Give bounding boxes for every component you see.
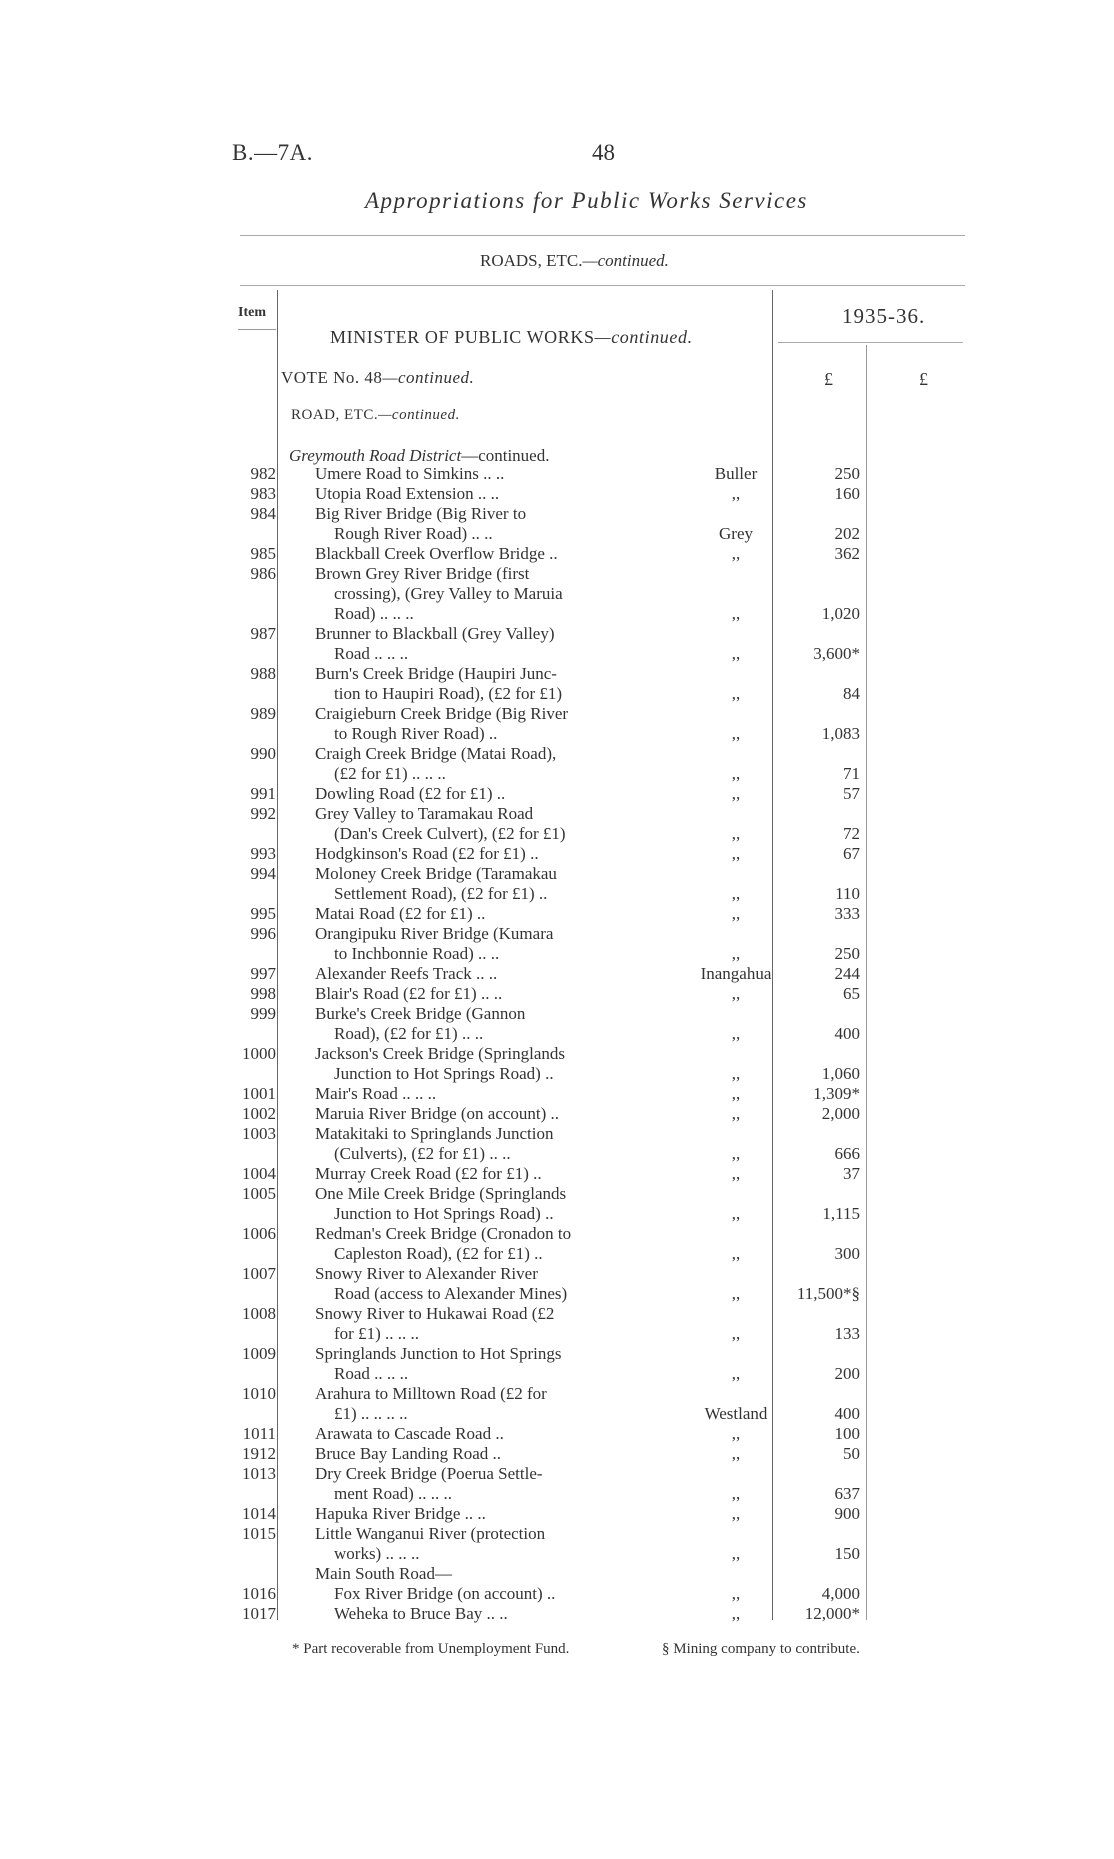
row-amount: 362 (834, 544, 860, 563)
row-description-line: Road (access to Alexander Mines) (334, 1284, 568, 1303)
district-continued: —continued. (461, 446, 550, 465)
row-description-line: Murray Creek Road (£2 for £1) .. (315, 1164, 542, 1183)
minister-heading (330, 327, 693, 348)
row-description-line: Main South Road— (315, 1564, 452, 1583)
row-description-line: Road .. .. .. (334, 644, 409, 663)
row-district: ,, (731, 1064, 741, 1083)
row-item-number: 993 (250, 844, 276, 863)
row-item-number: 1005 (242, 1184, 276, 1203)
row-amount: 160 (834, 484, 860, 503)
row-district: ,, (731, 604, 741, 623)
row-item-number: 1011 (242, 1424, 276, 1443)
page-title: Appropriations for Public Works Services (365, 188, 808, 213)
district-heading (289, 446, 549, 466)
vote-continued: —continued. (382, 368, 475, 387)
item-column-divider (277, 290, 278, 1620)
row-description-line: £1) .. .. .. .. (334, 1404, 408, 1423)
document-code: B.—7A. (232, 140, 313, 165)
row-district: ,, (731, 1584, 741, 1603)
row-district: Buller (714, 464, 758, 483)
row-item-number: 1009 (242, 1344, 276, 1363)
row-district: ,, (731, 484, 741, 503)
row-district: Grey (719, 524, 753, 543)
row-description-line: Hodgkinson's Road (£2 for £1) .. (315, 844, 539, 863)
road-subheading (291, 407, 460, 424)
row-description-line: to Inchbonnie Road) .. .. (334, 944, 500, 963)
row-district: ,, (731, 1484, 741, 1503)
row-description-line: works) .. .. .. (334, 1544, 420, 1563)
row-amount: 57 (843, 784, 860, 803)
row-description-line: Moloney Creek Bridge (Taramakau (315, 864, 557, 883)
row-description-line: One Mile Creek Bridge (Springlands (315, 1184, 567, 1203)
table-top-rule (240, 285, 965, 286)
row-description-line: Hapuka River Bridge .. .. (315, 1504, 486, 1523)
row-amount: 900 (834, 1504, 860, 1523)
row-description-line: Umere Road to Simkins .. .. (315, 464, 505, 483)
row-description-line: Settlement Road), (£2 for £1) .. (334, 884, 548, 903)
item-column-header: Item (238, 305, 266, 320)
row-description-line: Big River Bridge (Big River to (315, 504, 527, 523)
row-item-number: 1016 (242, 1584, 276, 1603)
row-description-line: crossing), (Grey Valley to Maruia (334, 584, 563, 603)
row-description-line: tion to Haupiri Road), (£2 for £1) (334, 684, 563, 703)
row-district: ,, (731, 1544, 741, 1563)
row-description-line: Junction to Hot Springs Road) .. (334, 1204, 554, 1223)
row-district: ,, (731, 1244, 741, 1263)
row-amount: 12,000* (804, 1604, 860, 1623)
section-subtitle (480, 251, 669, 271)
currency-symbol-2: £ (919, 369, 928, 389)
row-description-line: Road .. .. .. (334, 1364, 409, 1383)
row-district: ,, (731, 884, 741, 903)
row-description-line: (£2 for £1) .. .. .. (334, 764, 446, 783)
row-description-line: Matakitaki to Springlands Junction (315, 1124, 554, 1143)
row-amount: 202 (834, 524, 860, 543)
row-description-line: Snowy River to Alexander River (315, 1264, 538, 1283)
row-description-line: Utopia Road Extension .. .. (315, 484, 500, 503)
road-main: ROAD, ETC. (291, 407, 379, 423)
row-district: ,, (731, 544, 741, 563)
row-description-line: Orangipuku River Bridge (Kumara (315, 924, 554, 943)
row-description-line: Brown Grey River Bridge (first (315, 564, 530, 583)
row-item-number: 1003 (242, 1124, 276, 1143)
row-description-line: Fox River Bridge (on account) .. (334, 1584, 556, 1603)
row-amount: 2,000 (821, 1104, 860, 1123)
year-heading: 1935-36. (842, 304, 926, 328)
minister-main: MINISTER OF PUBLIC WORKS (330, 327, 595, 347)
row-item-number: 1013 (242, 1464, 276, 1483)
row-item-number: 1004 (242, 1164, 276, 1183)
row-description-line: ment Road) .. .. .. (334, 1484, 453, 1503)
row-description-line: Rough River Road) .. .. (334, 524, 493, 543)
row-district: ,, (731, 944, 741, 963)
row-item-number: 997 (250, 964, 276, 983)
row-item-number: 983 (250, 484, 276, 503)
row-district: ,, (731, 1504, 741, 1523)
row-amount: 84 (843, 684, 860, 703)
row-district: ,, (731, 784, 741, 803)
row-amount: 1,309* (813, 1084, 860, 1103)
row-description-line: Matai Road (£2 for £1) .. (315, 904, 486, 923)
row-description-line: Weheka to Bruce Bay .. .. (334, 1604, 508, 1623)
row-item-number: 992 (250, 804, 276, 823)
row-description-line: Craigh Creek Bridge (Matai Road), (315, 744, 557, 763)
year-rule (778, 342, 963, 343)
row-item-number: 998 (250, 984, 276, 1003)
row-district: ,, (731, 1364, 741, 1383)
row-district: ,, (731, 684, 741, 703)
row-amount: 1,115 (822, 1204, 860, 1223)
amount-subcolumn-divider (866, 345, 867, 1620)
row-district: ,, (731, 764, 741, 783)
row-item-number: 996 (250, 924, 276, 943)
row-amount: 400 (834, 1404, 860, 1423)
row-amount: 11,500*§ (796, 1284, 860, 1303)
row-item-number: 985 (250, 544, 276, 563)
row-district: ,, (731, 1084, 741, 1103)
row-description-line: Arawata to Cascade Road .. (315, 1424, 504, 1443)
row-item-number: 982 (250, 464, 276, 483)
row-amount: 110 (835, 884, 860, 903)
row-amount: 133 (834, 1324, 860, 1343)
subtitle-main: ROADS, ETC. (480, 251, 583, 270)
row-description-line: Jackson's Creek Bridge (Springlands (315, 1044, 565, 1063)
row-description-line: Mair's Road .. .. .. (315, 1084, 437, 1103)
row-district: ,, (731, 824, 741, 843)
row-district: ,, (731, 984, 741, 1003)
row-amount: 65 (843, 984, 860, 1003)
row-amount: 72 (843, 824, 860, 843)
row-district: ,, (731, 644, 741, 663)
row-district: ,, (731, 1444, 741, 1463)
row-district: ,, (731, 1324, 741, 1343)
row-item-number: 984 (250, 504, 276, 523)
currency-symbol-1: £ (824, 369, 833, 389)
row-item-number: 986 (250, 564, 276, 583)
row-item-number: 991 (250, 784, 276, 803)
row-amount: 4,000 (821, 1584, 860, 1603)
row-amount: 250 (834, 944, 860, 963)
row-description-line: Grey Valley to Taramakau Road (315, 804, 534, 823)
row-description-line: Blair's Road (£2 for £1) .. .. (315, 984, 503, 1003)
row-description-line: Road), (£2 for £1) .. .. (334, 1024, 484, 1043)
row-amount: 200 (834, 1364, 860, 1383)
row-description-line: Springlands Junction to Hot Springs (315, 1344, 562, 1363)
row-amount: 150 (834, 1544, 860, 1563)
row-district: ,, (731, 1164, 741, 1183)
row-item-number: 1017 (242, 1604, 276, 1623)
row-amount: 37 (843, 1164, 860, 1183)
row-description-line: Craigieburn Creek Bridge (Big River (315, 704, 569, 723)
row-item-number: 1000 (242, 1044, 276, 1063)
row-item-number: 1001 (242, 1084, 276, 1103)
row-description-line: Road) .. .. .. (334, 604, 414, 623)
row-item-number: 988 (250, 664, 276, 683)
row-description-line: Bruce Bay Landing Road .. (315, 1444, 502, 1463)
footnote-mining-company: § Mining company to contribute. (662, 1641, 860, 1657)
row-district: ,, (731, 904, 741, 923)
row-amount: 1,020 (821, 604, 860, 623)
row-description-line: Alexander Reefs Track .. .. (315, 964, 498, 983)
subtitle-continued: —continued. (582, 251, 669, 270)
row-amount: 3,600* (813, 644, 860, 663)
title-divider (240, 235, 965, 236)
minister-continued: —continued. (594, 327, 693, 347)
row-item-number: 1008 (242, 1304, 276, 1323)
row-item-number: 995 (250, 904, 276, 923)
road-continued: —continued. (378, 407, 460, 423)
row-amount: 400 (834, 1024, 860, 1043)
vote-heading (281, 368, 474, 388)
row-description-line: Redman's Creek Bridge (Cronadon to (315, 1224, 572, 1243)
row-district: ,, (731, 1204, 741, 1223)
row-item-number: 1002 (242, 1104, 276, 1123)
row-description-line: Little Wanganui River (protection (315, 1524, 546, 1543)
row-item-number: 989 (250, 704, 276, 723)
row-description-line: Dry Creek Bridge (Poerua Settle- (315, 1464, 543, 1483)
row-item-number: 1007 (242, 1264, 276, 1283)
row-description-line: Blackball Creek Overflow Bridge .. (315, 544, 558, 563)
row-item-number: 1014 (242, 1504, 276, 1523)
vote-main: VOTE No. 48 (281, 368, 383, 387)
row-description-line: Capleston Road), (£2 for £1) .. (334, 1244, 543, 1263)
row-item-number: 1010 (242, 1384, 276, 1403)
row-amount: 637 (834, 1484, 860, 1503)
row-amount: 244 (834, 964, 860, 983)
row-district: Westland (704, 1404, 768, 1423)
row-amount: 100 (834, 1424, 860, 1443)
row-item-number: 994 (250, 864, 276, 883)
item-header-rule (238, 329, 276, 330)
row-description-line: Maruia River Bridge (on account) .. (315, 1104, 560, 1123)
row-district: ,, (731, 1024, 741, 1043)
row-district: ,, (731, 1424, 741, 1443)
row-district: ,, (731, 1284, 741, 1303)
row-description-line: Burn's Creek Bridge (Haupiri Junc- (315, 664, 557, 683)
row-district: ,, (731, 1144, 741, 1163)
row-description-line: Snowy River to Hukawai Road (£2 (315, 1304, 555, 1323)
row-item-number: 1006 (242, 1224, 276, 1243)
row-district: ,, (731, 1104, 741, 1123)
row-item-number: 1912 (242, 1444, 276, 1463)
row-description-line: to Rough River Road) .. (334, 724, 498, 743)
row-description-line: Arahura to Milltown Road (£2 for (315, 1384, 547, 1403)
row-amount: 250 (834, 464, 860, 483)
row-description-line: Burke's Creek Bridge (Gannon (315, 1004, 526, 1023)
row-district: ,, (731, 1604, 741, 1623)
row-description-line: Dowling Road (£2 for £1) .. (315, 784, 506, 803)
row-district: ,, (731, 724, 741, 743)
row-district: ,, (731, 844, 741, 863)
row-description-line: (Culverts), (£2 for £1) .. .. (334, 1144, 511, 1163)
row-amount: 666 (834, 1144, 860, 1163)
row-amount: 50 (843, 1444, 860, 1463)
row-amount: 300 (834, 1244, 860, 1263)
row-amount: 71 (843, 764, 860, 783)
row-amount: 67 (843, 844, 860, 863)
footnote-unemployment-fund: * Part recoverable from Unemployment Fund. (292, 1641, 570, 1657)
row-item-number: 990 (250, 744, 276, 763)
row-description-line: (Dan's Creek Culvert), (£2 for £1) (334, 824, 566, 843)
page-number: 48 (592, 140, 615, 165)
row-item-number: 1015 (242, 1524, 276, 1543)
row-amount: 1,060 (821, 1064, 860, 1083)
row-district: Inangahua (700, 964, 772, 983)
row-amount: 1,083 (821, 724, 860, 743)
row-description-line: for £1) .. .. .. (334, 1324, 419, 1343)
row-description-line: Junction to Hot Springs Road) .. (334, 1064, 554, 1083)
row-item-number: 987 (250, 624, 276, 643)
row-item-number: 999 (250, 1004, 276, 1023)
row-amount: 333 (834, 904, 860, 923)
row-description-line: Brunner to Blackball (Grey Valley) (315, 624, 555, 643)
district-main: Greymouth Road District (289, 446, 462, 465)
